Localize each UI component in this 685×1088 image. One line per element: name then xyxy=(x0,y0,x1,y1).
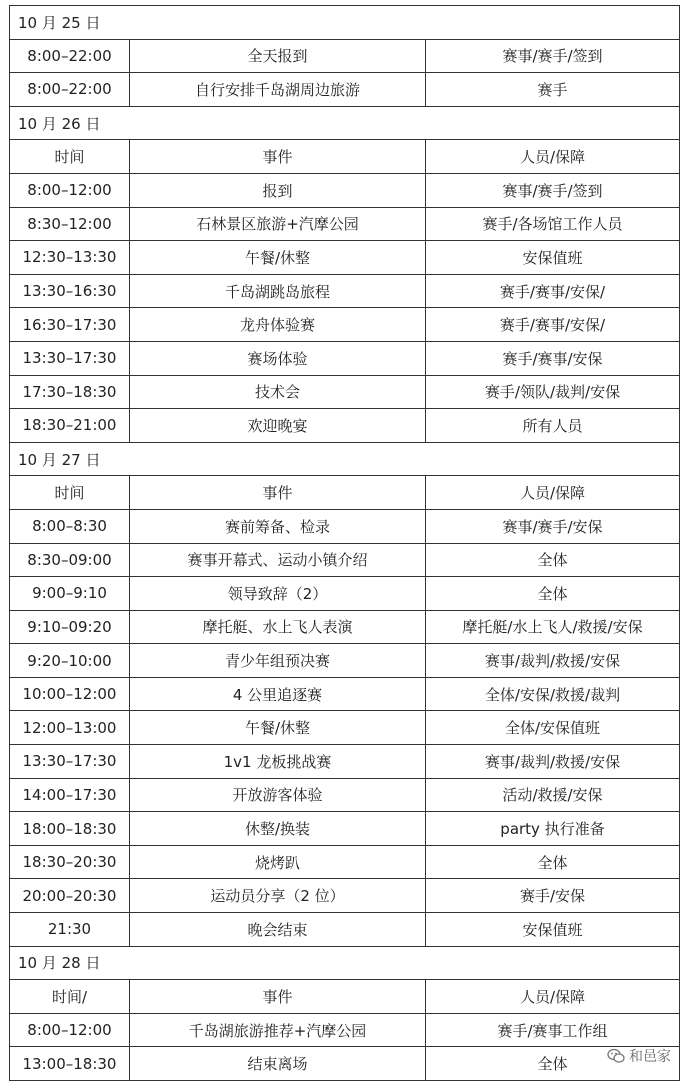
event-cell: 摩托艇、水上飞人表演 xyxy=(130,610,426,644)
event-cell: 晚会结束 xyxy=(130,913,426,947)
table-row xyxy=(10,1013,680,1047)
staff-cell: party 执行准备 xyxy=(426,812,680,846)
date-row xyxy=(10,106,680,140)
event-cell: 石林景区旅游+汽摩公园 xyxy=(130,207,426,241)
staff-cell: 赛手/赛事工作组 xyxy=(426,1013,680,1047)
table-row xyxy=(10,644,680,678)
time-cell: 8:00–12:00 xyxy=(10,173,130,207)
table-row xyxy=(10,745,680,779)
staff-cell: 全体/安保值班 xyxy=(426,711,680,745)
column-header: 时间/ xyxy=(10,980,130,1014)
table-row xyxy=(10,845,680,879)
column-header: 人员/保障 xyxy=(426,140,680,174)
date-label: 10 月 26 日 xyxy=(10,106,680,140)
time-cell: 18:00–18:30 xyxy=(10,812,130,846)
time-cell: 13:00–18:30 xyxy=(10,1047,130,1081)
event-cell: 休整/换装 xyxy=(130,812,426,846)
staff-cell: 赛事/裁判/救援/安保 xyxy=(426,644,680,678)
staff-cell: 活动/救援/安保 xyxy=(426,778,680,812)
table-row xyxy=(10,1047,680,1081)
table-row xyxy=(10,610,680,644)
staff-cell: 全体 xyxy=(426,845,680,879)
table-row xyxy=(10,509,680,543)
table-row xyxy=(10,207,680,241)
time-cell: 9:10–09:20 xyxy=(10,610,130,644)
time-cell: 18:30–20:30 xyxy=(10,845,130,879)
table-row xyxy=(10,409,680,443)
table-row xyxy=(10,543,680,577)
table-row xyxy=(10,173,680,207)
table-row xyxy=(10,241,680,275)
time-cell: 14:00–17:30 xyxy=(10,778,130,812)
event-cell: 4 公里追逐赛 xyxy=(130,677,426,711)
time-cell: 8:00–12:00 xyxy=(10,1013,130,1047)
staff-cell: 赛手/安保 xyxy=(426,879,680,913)
staff-cell: 安保值班 xyxy=(426,241,680,275)
date-label: 10 月 27 日 xyxy=(10,442,680,476)
staff-cell: 赛手/赛事/安保/ xyxy=(426,308,680,342)
event-cell: 赛场体验 xyxy=(130,341,426,375)
table-row xyxy=(10,375,680,409)
staff-cell: 赛事/赛手/签到 xyxy=(426,173,680,207)
time-cell: 13:30–17:30 xyxy=(10,341,130,375)
time-cell: 9:20–10:00 xyxy=(10,644,130,678)
event-cell: 结束离场 xyxy=(130,1047,426,1081)
header-row xyxy=(10,476,680,510)
table-row xyxy=(10,341,680,375)
staff-cell: 全体 xyxy=(426,577,680,611)
date-row xyxy=(10,6,680,40)
event-cell: 赛前筹备、检录 xyxy=(130,509,426,543)
event-cell: 技术会 xyxy=(130,375,426,409)
event-cell: 欢迎晚宴 xyxy=(130,409,426,443)
event-cell: 龙舟体验赛 xyxy=(130,308,426,342)
staff-cell: 所有人员 xyxy=(426,409,680,443)
table-row xyxy=(10,879,680,913)
time-cell: 8:00–22:00 xyxy=(10,73,130,107)
column-header: 时间 xyxy=(10,140,130,174)
date-row xyxy=(10,946,680,980)
time-cell: 8:30–12:00 xyxy=(10,207,130,241)
event-cell: 报到 xyxy=(130,173,426,207)
column-header: 人员/保障 xyxy=(426,476,680,510)
column-header: 时间 xyxy=(10,476,130,510)
staff-cell: 全体/安保/救援/裁判 xyxy=(426,677,680,711)
time-cell: 8:00–22:00 xyxy=(10,39,130,73)
event-cell: 运动员分享（2 位） xyxy=(130,879,426,913)
table-row xyxy=(10,913,680,947)
table-row xyxy=(10,577,680,611)
table-row xyxy=(10,274,680,308)
event-cell: 千岛湖跳岛旅程 xyxy=(130,274,426,308)
event-cell: 1v1 龙板挑战赛 xyxy=(130,745,426,779)
table-row xyxy=(10,812,680,846)
time-cell: 13:30–16:30 xyxy=(10,274,130,308)
time-cell: 8:30–09:00 xyxy=(10,543,130,577)
column-header: 人员/保障 xyxy=(426,980,680,1014)
event-cell: 青少年组预决赛 xyxy=(130,644,426,678)
staff-cell: 赛手/赛事/安保 xyxy=(426,341,680,375)
staff-cell: 赛事/赛手/安保 xyxy=(426,509,680,543)
table-row xyxy=(10,73,680,107)
header-row xyxy=(10,980,680,1014)
time-cell: 8:00–8:30 xyxy=(10,509,130,543)
time-cell: 13:30–17:30 xyxy=(10,745,130,779)
event-cell: 烧烤趴 xyxy=(130,845,426,879)
time-cell: 9:00–9:10 xyxy=(10,577,130,611)
event-cell: 全天报到 xyxy=(130,39,426,73)
staff-cell: 全体 xyxy=(426,543,680,577)
time-cell: 17:30–18:30 xyxy=(10,375,130,409)
schedule-table xyxy=(9,5,680,1081)
staff-cell: 全体 xyxy=(426,1047,680,1081)
event-cell: 午餐/休整 xyxy=(130,241,426,275)
event-cell: 开放游客体验 xyxy=(130,778,426,812)
header-row xyxy=(10,140,680,174)
time-cell: 16:30–17:30 xyxy=(10,308,130,342)
staff-cell: 赛事/赛手/签到 xyxy=(426,39,680,73)
event-cell: 赛事开幕式、运动小镇介绍 xyxy=(130,543,426,577)
date-label: 10 月 28 日 xyxy=(10,946,680,980)
time-cell: 12:30–13:30 xyxy=(10,241,130,275)
staff-cell: 赛事/裁判/救援/安保 xyxy=(426,745,680,779)
time-cell: 10:00–12:00 xyxy=(10,677,130,711)
time-cell: 21:30 xyxy=(10,913,130,947)
staff-cell: 赛手/领队/裁判/安保 xyxy=(426,375,680,409)
event-cell: 领导致辞（2） xyxy=(130,577,426,611)
time-cell: 18:30–21:00 xyxy=(10,409,130,443)
date-row xyxy=(10,442,680,476)
column-header: 事件 xyxy=(130,980,426,1014)
event-cell: 千岛湖旅游推荐+汽摩公园 xyxy=(130,1013,426,1047)
table-row xyxy=(10,711,680,745)
staff-cell: 赛手/各场馆工作人员 xyxy=(426,207,680,241)
staff-cell: 安保值班 xyxy=(426,913,680,947)
time-cell: 12:00–13:00 xyxy=(10,711,130,745)
staff-cell: 赛手/赛事/安保/ xyxy=(426,274,680,308)
table-row xyxy=(10,39,680,73)
watermark-text: 和邑家 xyxy=(629,1049,671,1065)
column-header: 事件 xyxy=(130,140,426,174)
time-cell: 20:00–20:30 xyxy=(10,879,130,913)
event-cell: 自行安排千岛湖周边旅游 xyxy=(130,73,426,107)
table-row xyxy=(10,308,680,342)
column-header: 事件 xyxy=(130,476,426,510)
event-cell: 午餐/休整 xyxy=(130,711,426,745)
watermark xyxy=(607,1046,671,1066)
staff-cell: 赛手 xyxy=(426,73,680,107)
table-row xyxy=(10,778,680,812)
staff-cell: 摩托艇/水上飞人/救援/安保 xyxy=(426,610,680,644)
wechat-icon xyxy=(607,1048,625,1064)
table-row xyxy=(10,677,680,711)
date-label: 10 月 25 日 xyxy=(10,6,680,40)
